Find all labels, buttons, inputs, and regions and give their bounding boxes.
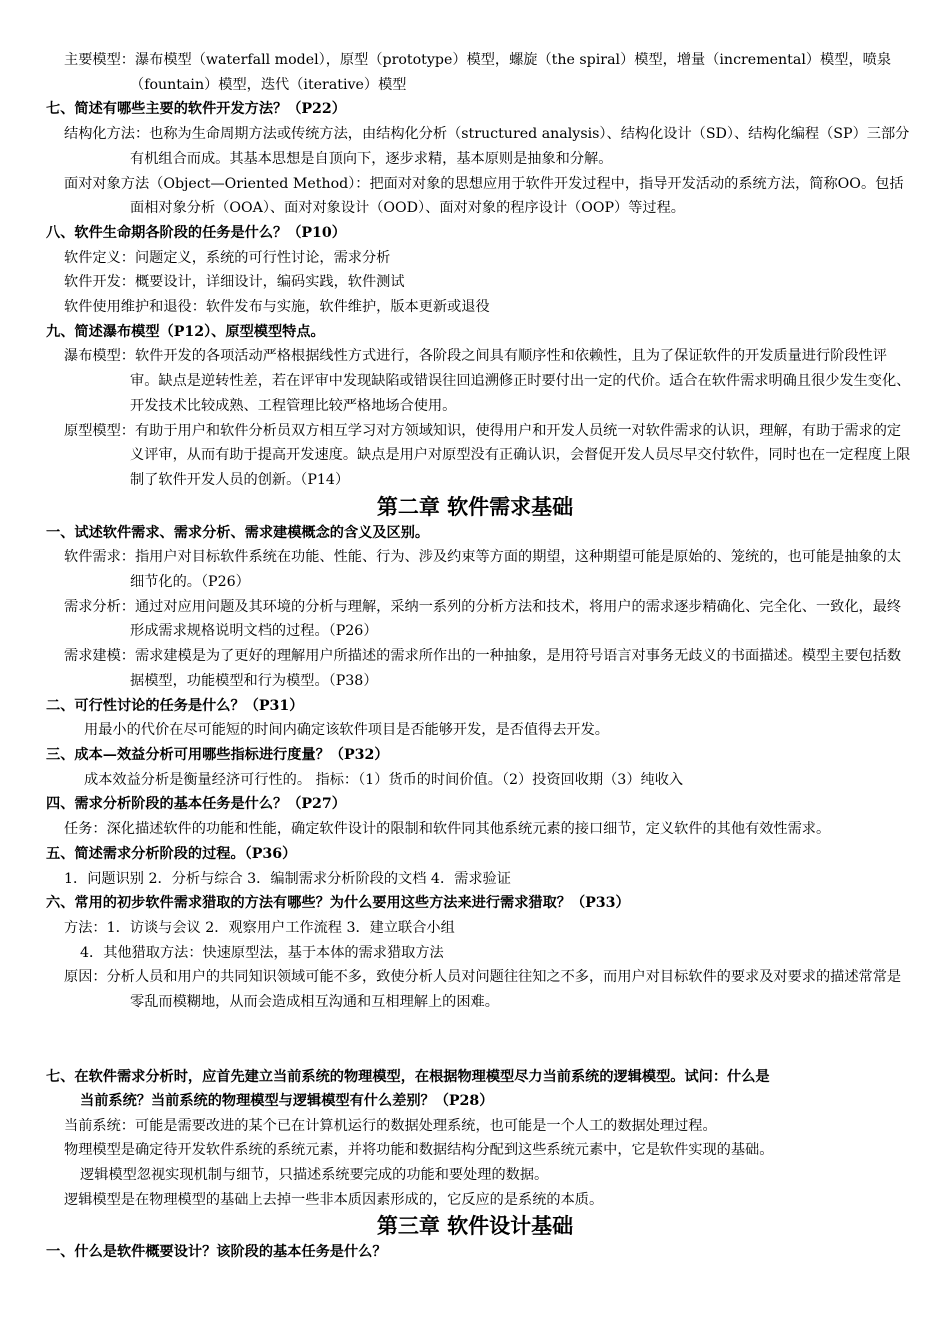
answer-line: 4．其他猎取方法：快速原型法，基于本体的需求猎取方法	[80, 944, 444, 961]
answer-paragraph: 原因：分析人员和用户的共同知识领域可能不多，致使分析人员对问题往往知之不多，而用户对目标软件的要求及对要求的描述常常是零乱而模糊地，从而会造成相互沟通和互相理解上的困难。	[64, 969, 902, 1011]
question-heading: 七、简述有哪些主要的软件开发方法？（P22）	[46, 101, 346, 118]
question-heading-cont: 当前系统？当前系统的物理模型与逻辑模型有什么差别？（P28）	[80, 1092, 494, 1109]
models-paragraph: 主要模型：瀑布模型（waterfall model），原型（prototype）模型，螺旋（the spiral）模型，增量（incremental）模型，喷泉（fountain）模型，迭代（iterative）模型	[64, 52, 892, 93]
document-page	[0, 48, 950, 1265]
answer-line: 成本效益分析是衡量经济可行性的。 指标：（1）货币的时间价值。（2）投资回收期（3）纯收入	[84, 771, 684, 788]
answer-line: 1．问题识别 2．分析与综合 3．编制需求分析阶段的文档 4．需求验证	[64, 870, 511, 887]
chapter-heading: 第三章 软件设计基础	[376, 1214, 574, 1239]
answer-line: 方法：1．访谈与会议 2．观察用户工作流程 3．建立联合小组	[64, 919, 455, 936]
answer-line: 软件定义：问题定义，系统的可行性讨论，需求分析	[64, 249, 391, 266]
answer-paragraph: 瀑布模型：软件开发的各项活动严格根据线性方式进行，各阶段之间具有顺序性和依赖性，且为了保证软件的开发质量进行阶段性评审。缺点是逆转性差，若在评审中发现缺陷或错误往回追溯修正时要付出一定的代价。适合在软件需求明确且很少发生变化、开发技术比较成熟、工程管理比较严格地场合使用。	[64, 348, 911, 414]
question-heading: 八、软件生命期各阶段的任务是什么？（P10）	[46, 224, 346, 241]
answer-line: 逻辑模型忽视实现机制与细节，只描述系统要完成的功能和要处理的数据。	[80, 1167, 549, 1184]
answer-line: 用最小的代价在尽可能短的时间内确定该软件项目是否能够开发，是否值得去开发。	[84, 722, 609, 739]
answer-line: 物理模型是确定待开发软件系统的系统元素，并将功能和数据结构分配到这些系统元素中，它是软件实现的基础。	[64, 1142, 774, 1159]
answer-paragraph: 原型模型：有助于用户和软件分析员双方相互学习对方领域知识，使得用户和开发人员统一对软件需求的认识，理解，有助于需求的定义评审，从而有助于提高开发速度。缺点是用户对原型没有正确认识，会督促开发人员尽早交付软件，同时也在一定程度上限制了软件开发人员的创新。（P14）	[64, 422, 911, 488]
blank-space	[0, 1015, 950, 1065]
answer-paragraph: 任务：深化描述软件的功能和性能，确定软件设计的限制和软件同其他系统元素的接口细节，定义软件的其他有效性需求。	[64, 821, 831, 838]
answer-paragraph: 需求建模：需求建模是为了更好的理解用户所描述的需求所作出的一种抽象，是用符号语言对事务无歧义的书面描述。模型主要包括数据模型，功能模型和行为模型。（P38）	[64, 648, 902, 689]
question-heading: 二、可行性讨论的任务是什么？（P31）	[46, 697, 304, 714]
answer-paragraph: 面对对象方法（Object—Oriented Method）：把面对对象的思想应用于软件开发过程中，指导开发活动的系统方法，简称OO。包括面相对象分析（OOA）、面对对象设计（OOD）、面对对象的程序设计（OOP）等过程。	[64, 175, 904, 217]
answer-line: 软件开发：概要设计，详细设计，编码实践，软件测试	[64, 274, 405, 291]
question-heading: 七、在软件需求分析时，应首先建立当前系统的物理模型，在根据物理模型尽力当前系统的逻辑模型。试问：什么是	[46, 1068, 770, 1085]
question-heading: 一、什么是软件概要设计？该阶段的基本任务是什么？	[46, 1244, 387, 1261]
question-heading: 五、简述需求分析阶段的过程。（P36）	[46, 845, 297, 862]
answer-line: 逻辑模型是在物理模型的基础上去掉一些非本质因素形成的，它反应的是系统的本质。	[64, 1191, 604, 1208]
answer-line: 软件使用维护和退役：软件发布与实施，软件维护，版本更新或退役	[64, 299, 490, 316]
answer-paragraph: 需求分析：通过对应用问题及其环境的分析与理解，采纳一系列的分析方法和技术，将用户的需求逐步精确化、完全化、一致化，最终形成需求规格说明文档的过程。（P26）	[64, 598, 902, 640]
answer-line: 当前系统：可能是需要改进的某个已在计算机运行的数据处理系统，也可能是一个人工的数据处理过程。	[64, 1117, 717, 1134]
answer-paragraph: 结构化方法：也称为生命周期方法或传统方法，由结构化分析（structured analysis）、结构化设计（SD）、结构化编程（SP）三部分有机组合而成。其基本思想是自顶向下，逐步求精，基本原则是抽象和分解。	[64, 126, 910, 167]
question-heading: 九、简述瀑布模型（P12）、原型模型特点。	[46, 323, 325, 340]
chapter-heading: 第二章 软件需求基础	[376, 494, 574, 519]
question-heading: 四、需求分析阶段的基本任务是什么？（P27）	[46, 796, 346, 813]
question-heading: 三、成本—效益分析可用哪些指标进行度量？（P32）	[46, 746, 389, 763]
question-heading: 六、常用的初步软件需求猎取的方法有哪些？为什么要用这些方法来进行需求猎取？（P33）	[46, 895, 630, 912]
question-heading: 一、试述软件需求、需求分析、需求建模概念的含义及区别。	[46, 524, 430, 541]
answer-paragraph: 软件需求：指用户对目标软件系统在功能、性能、行为、涉及约束等方面的期望，这种期望可能是原始的、笼统的，也可能是抽象的太细节化的。（P26）	[64, 549, 902, 591]
